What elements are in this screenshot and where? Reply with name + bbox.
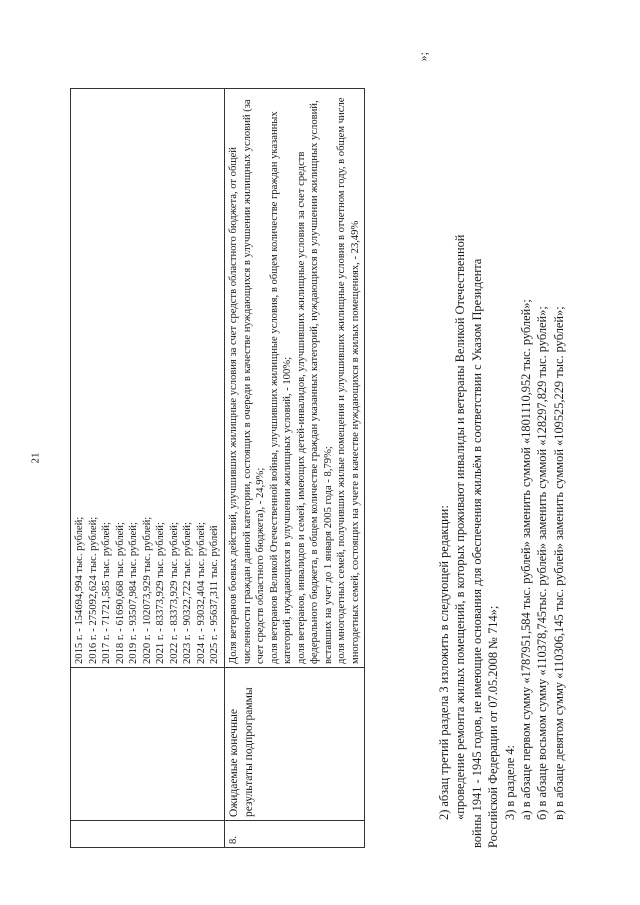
quoted-text-line: войны 1941 - 1945 годов, не имеющие основания для обеспечения жильём в соответствии с Указом Президента xyxy=(469,258,484,848)
amendment-item-2: 2) абзац третий раздела 3 изложить в следующей редакции: xyxy=(437,505,451,820)
row-label-cell xyxy=(71,668,225,821)
quoted-text-line: Российской Федерации от 07.05.2008 № 714»; xyxy=(486,605,501,848)
finance-line: 2024 г. - 93032,404 тыс. рублей; xyxy=(195,522,207,664)
finance-line: 2023 г. - 90322,722 тыс. рублей; xyxy=(182,522,194,664)
finance-values-cell xyxy=(71,89,225,668)
amendment-item-3a: а) в абзаце первом сумму «1787951,584 тыс. рублей» заменить суммой «1801110,952 тыс. рублей»; xyxy=(518,299,533,820)
finance-line: 2019 г. - 93507,984 тыс. рублей; xyxy=(128,522,140,664)
amendment-item-3b: б) в абзаце восьмом сумму «110378,745тыс. рублей» заменить суммой «128297,829 тыс. рублей»; xyxy=(535,306,550,820)
amendment-text xyxy=(436,68,567,848)
row-number-cell xyxy=(71,821,225,848)
finance-line: 2020 г. - 102073,929 тыс. рублей; xyxy=(141,516,153,664)
amendment-item-3: 3) в разделе 4: xyxy=(502,745,517,820)
rotated-page-content xyxy=(50,42,590,862)
finance-line: 2015 г. - 154694,994 тыс. рублей; xyxy=(74,516,85,664)
row-number-cell: 8. xyxy=(225,821,365,848)
finance-line: 2016 г. - 275092,624 тыс. рублей; xyxy=(87,516,99,664)
amendment-item-3c: в) в абзаце девятом сумму «110306,145 тыс. рублей» заменить суммой «109525,229 тыс. рублей»; xyxy=(551,306,566,820)
finance-line: 2017 г. - 71721,585 тыс. рублей; xyxy=(101,522,113,664)
result-paragraph: доля ветеранов, инвалидов и семей, имеющих детей-инвалидов, улучшивших жилищные условия за счет средств федерального бюджета, в общем количестве граждан указанных категорий, нуждающихся в улучшении жилищных условий, вставших на учет до 1 января 2005 года - 8,79%; xyxy=(295,100,334,664)
results-cell xyxy=(225,89,365,668)
finance-line: 2025 г. - 95637,311 тыс. рублей xyxy=(209,525,221,664)
finance-line: 2018 г. - 61690,668 тыс. рублей; xyxy=(114,522,126,664)
result-paragraph: доля многодетных семей, получивших жилые помещения и улучшивших жилищные условия в отчетном году, в общем числе многодетных семей, состоящих на учете в качестве нуждающихся в жилых помещениях, - 23,49% xyxy=(336,97,361,664)
finance-line: 2022 г. - 83373,929 тыс. рублей; xyxy=(168,522,180,664)
table-row xyxy=(225,89,365,848)
table-row xyxy=(71,89,225,848)
result-paragraph: Доля ветеранов боевых действий, улучшивших жилищные условия за счет средств областного бюджета, от общей численности граждан данной категории, состоящих в очереди в качестве нуждающихся в улучшении жилищных условий (за счет средств областного бюджета), - 24,9%; xyxy=(228,99,267,664)
row-label-cell: Ожидаемые конечные результаты подпрограммы xyxy=(225,668,365,821)
program-table xyxy=(70,88,365,848)
page-number: 21 xyxy=(29,452,42,464)
closing-quote-mark: »; xyxy=(416,52,430,62)
finance-line: 2021 г. - 83373,929 тыс. рублей; xyxy=(155,522,167,664)
result-paragraph: доля ветеранов Великой Отечественной войны, улучшивших жилищные условия, в общем количестве граждан указанных категорий, нуждающихся в улучшении жилищных условий, - 100%; xyxy=(268,111,294,664)
quoted-text-line: «проведение ремонта жилых помещений, в которых проживают инвалиды и ветераны Великой Отечественной xyxy=(453,234,468,820)
